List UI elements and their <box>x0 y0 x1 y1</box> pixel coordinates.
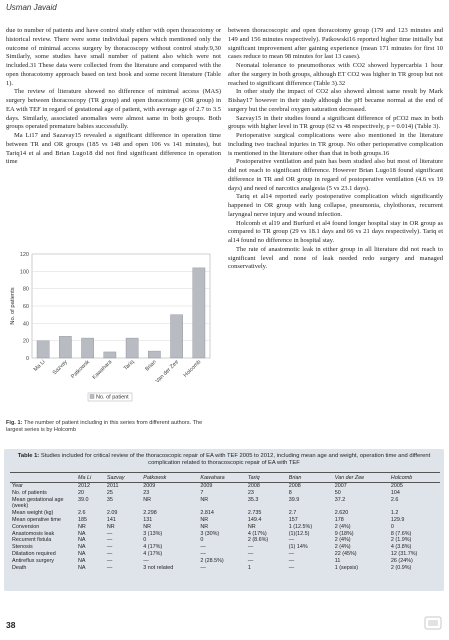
table-cell: 7 <box>200 489 204 496</box>
running-header-author: Usman Javaid <box>6 3 57 12</box>
table-cell: NR <box>200 523 209 530</box>
table-cell: 39.0 <box>78 496 89 503</box>
table-cell: — <box>288 557 295 564</box>
table-row-label: Mean operative time <box>12 516 61 523</box>
table-cell: 2011 <box>106 483 119 489</box>
bar <box>82 338 94 358</box>
x-tick-label: Holcomb <box>182 359 203 379</box>
table-cell: — <box>247 557 254 564</box>
table-header-cell: Patkowsk <box>141 473 198 483</box>
table-header-cell: Sazvay <box>105 473 141 483</box>
table-cell: 3 (13%) <box>143 530 163 537</box>
table-cell: 2.814 <box>200 510 214 517</box>
bar <box>126 338 138 358</box>
table-row <box>10 565 440 572</box>
table-cell: 2007 <box>334 483 347 489</box>
x-tick-label: Patkowsk <box>70 359 92 381</box>
table-row-label: Stenosis <box>12 544 33 551</box>
table-cell: 2008 <box>288 483 301 489</box>
table-cell: 1 (sepsis) <box>334 564 359 571</box>
table-cell: 149.4 <box>247 516 262 523</box>
table-cell: 2012 <box>78 483 90 489</box>
table-cell: 1 <box>247 564 251 571</box>
table-cell: — <box>288 550 295 557</box>
table-cell: 2 (4%) <box>334 523 351 530</box>
table-cell: NR <box>78 523 86 530</box>
legend-swatch <box>90 395 94 399</box>
table-cell: — <box>106 557 113 564</box>
table-cell: 35.3 <box>247 496 259 503</box>
table-cell: 2.620 <box>334 510 349 517</box>
paragraph: Sazvay15 in their studies found a significant difference of pCO2 max in both groups with higher level in TR group (62 vs 48 respectively, p = 0.014) (Table 3). <box>228 114 443 131</box>
paragraph: between thoracoscopic and open thoracotomy group (179 and 123 minutes and 149 and 156 minutes respectively). Patkowski16 reported higher time initially but significant improvement after gaining experience (mean 171 minutes for first 10 cases reduce to mean 98 minutes for last 13 cases). <box>228 27 443 61</box>
table-body <box>10 483 440 572</box>
table-cell: 2.735 <box>247 510 262 517</box>
bar <box>104 352 116 358</box>
table-cell: 0 <box>200 537 204 544</box>
table-header-cell: Kawahara <box>198 473 245 483</box>
table-row-label: Mean gestational age (week) <box>12 496 64 510</box>
table-cell: 4 (17%) <box>247 530 267 537</box>
table-row-label: Mean weight (kg) <box>12 510 54 517</box>
table-cell: NA <box>78 530 86 537</box>
table-row <box>10 531 440 538</box>
bar <box>171 315 183 358</box>
table-caption-number: Table 1: <box>17 453 40 459</box>
paragraph: Holcomb et al19 and Burfurd et al4 found longer hospital stay in OR group as compared to TR group (29 vs 18.1 days and 66 vs 21 days respectively). Tariq et al14 found no difference in hospital stay. <box>228 219 443 244</box>
figure-caption-text: The number of patient including in this series from different authors. The largest series is by Holcomb <box>6 420 203 433</box>
table-row <box>10 497 440 511</box>
table-cell: 12 (31.7%) <box>390 550 418 557</box>
table-1-panel <box>4 449 444 591</box>
bar-chart-svg <box>6 246 216 416</box>
table-cell: 39.9 <box>288 496 300 503</box>
table-cell: NR <box>106 523 115 530</box>
table-cell: 37.2 <box>334 496 346 503</box>
table-cell: — <box>200 550 206 557</box>
table-cell: 9 (18%) <box>334 530 354 537</box>
table-cell: 8 (7.6%) <box>390 530 412 537</box>
table-cell: — <box>106 550 113 557</box>
table-cell: NA <box>78 537 86 544</box>
table-cell: 2005 <box>390 483 403 489</box>
table-cell: 2.09 <box>106 510 118 517</box>
publisher-logo-icon <box>424 616 442 630</box>
table-cell: — <box>106 564 113 571</box>
table-header-cell: Holcomb <box>389 473 440 483</box>
table-cell: NA <box>78 544 86 551</box>
left-text-column <box>6 27 221 167</box>
table-cell: 2 (8.6%) <box>247 537 269 544</box>
table-cell: 25 <box>106 489 113 496</box>
table-row <box>10 483 440 490</box>
table-cell: — <box>288 564 295 571</box>
table-cell: 2 (1.9%) <box>390 537 412 544</box>
table-cell: NR <box>200 496 209 503</box>
table-cell: 2.6 <box>78 510 86 517</box>
x-tick-label: Tariq <box>122 359 136 372</box>
table-cell: 1.2 <box>390 510 399 517</box>
bar <box>148 351 160 358</box>
table-cell: (1) 14% <box>288 544 308 551</box>
table-cell: — <box>288 537 295 544</box>
table-row-label: Recurrent fistula <box>12 537 52 544</box>
table-cell: 11 <box>334 557 341 564</box>
bar <box>193 268 205 358</box>
legend-label: No. of patient <box>96 394 129 401</box>
figure-1-bar-chart <box>6 246 216 401</box>
x-tick-label: Ma Li <box>32 359 47 373</box>
paragraph: due to number of patients and have control study either with open thoracotomy or historical review. There were some individual papers which mentioned only the outcome of minimal access surgery by thoracoscopy without control study.9,30 Similarly, some studies have small number of patient also which were not included.31 These data were collected from the literature and compared with the open thoracotomy approach based on text book and some recent literature (Table 1). <box>6 27 221 87</box>
y-tick-label: 100 <box>19 269 29 276</box>
table-cell: — <box>143 557 149 564</box>
table-cell: (1)(12.5) <box>288 530 310 537</box>
table-row-label: Anastomosis leak <box>12 530 55 537</box>
x-tick-label: Sazvay <box>51 359 69 377</box>
table-cell: 20 <box>78 489 84 496</box>
table-cell: 3 (30%) <box>200 530 220 537</box>
x-tick-label: Brian <box>144 359 158 373</box>
table-cell: 4 (17%) <box>143 544 163 551</box>
table-row-label: Dilatation required <box>12 550 56 557</box>
table-cell: NR <box>200 516 209 523</box>
table-row <box>10 517 440 524</box>
table-cell: NA <box>78 557 86 564</box>
page-number: 38 <box>6 620 16 630</box>
table-row <box>10 551 440 558</box>
table-cell: — <box>200 564 206 571</box>
y-tick-label: 0 <box>25 356 29 362</box>
right-text-column <box>228 27 443 272</box>
table-cell: NA <box>78 550 86 557</box>
table-cell: — <box>247 544 254 551</box>
table-cell: 2 (4%) <box>334 544 351 551</box>
table-cell: NR <box>143 496 152 503</box>
table-cell: 0 <box>143 537 147 544</box>
table-cell: 50 <box>334 489 341 496</box>
paragraph: Neonatal tolerance to pneumothorax with CO2 showed hypercarbia 1 hour after the surgery in both groups, although ET CO2 was higher in TR group but not reached to significant difference (Table 3).32 <box>228 62 443 87</box>
table-row-label: No. of patients <box>12 489 47 496</box>
table-header-cell: Tariq <box>246 473 287 483</box>
table-cell: — <box>247 550 254 557</box>
y-tick-label: 20 <box>22 338 29 345</box>
table-cell: NA <box>78 564 86 571</box>
y-tick-label: 80 <box>22 286 29 293</box>
table-cell: 4 (3.8%) <box>390 544 412 551</box>
table-caption-text: Studies included for critical review of the thoracoscopic repair of EA with TEF 2005 to 2012, including mean age and weight, operation time and different complication related to thoracoscopic repair of EA with TEF <box>40 453 431 466</box>
table-cell: 129.9 <box>390 516 405 523</box>
table-cell: 0 <box>390 523 394 530</box>
y-tick-label: 120 <box>19 252 29 258</box>
paragraph: Tariq et al14 reported early postoperative complication which significantly happened in OR group with lung collapse, pneumonia, chylothorax, recurrent laryngeal nerve injury and wound infection. <box>228 193 443 218</box>
table-row <box>10 490 440 497</box>
y-tick-label: 60 <box>22 304 29 310</box>
table-cell: 26 (24%) <box>390 557 413 564</box>
y-axis-label: No. of patients <box>10 287 16 325</box>
table-cell: 141 <box>106 516 116 523</box>
table-cell: 3 not related <box>143 564 174 571</box>
table-cell: 35 <box>106 496 113 503</box>
table-cell: 185 <box>78 516 87 523</box>
table-cell: 1 (12.5%) <box>288 523 313 530</box>
paragraph: Postoperative ventilation and pain has been studied also but most of literature did not reach to significant difference. However Brian Lugo18 found significant difference in TR and OR group in regard of postoperative ventilation (4.6 vs 19 days) and need of narcotics analgesia (5 vs 23.1 days). <box>228 158 443 192</box>
y-tick-label: 40 <box>22 321 29 328</box>
paragraph: In other study the impact of CO2 also showed almost same result by Mark Bishay17 however in their study although the pH became normal at the end of surgery but the cerebral oxygen saturation decreased. <box>228 88 443 113</box>
table-caption <box>10 453 438 467</box>
table-row-label: Year <box>12 483 23 489</box>
table-cell: 23 <box>143 489 150 496</box>
table-cell: 2.298 <box>143 510 157 517</box>
figure-caption-number: Fig. 1: <box>6 420 23 426</box>
table-header-row <box>10 473 440 483</box>
table-cell: — <box>200 544 206 551</box>
table-row-label: Conversion <box>12 523 40 530</box>
table-header-cell: Van der Zee <box>333 473 389 483</box>
table-cell: 157 <box>288 516 298 523</box>
table-cell: 2 (28.5%) <box>200 557 224 564</box>
x-tick-label: Kawahara <box>91 359 114 381</box>
table-row-label: Death <box>12 564 27 571</box>
table-cell: 8 <box>288 489 292 496</box>
paragraph: The review of literature showed no difference of minimal access (MAS) surgery between thoracoscopy (TR group) and open thoracotomy (OR group) in EA with TEF in regard of gestational age of patient, with average age of 2.7 to 3.5 days. Similarly, associated anomalies were almost same in both groups. Both groups operated premature babies successfully. <box>6 88 221 131</box>
table-cell: 178 <box>334 516 344 523</box>
table-cell: — <box>106 537 113 544</box>
table-cell: 2 (0.9%) <box>390 564 412 571</box>
comparison-table <box>10 472 440 571</box>
table-cell: — <box>106 530 113 537</box>
table-row <box>10 558 440 565</box>
bar <box>37 341 49 358</box>
table-cell: 23 <box>247 489 254 496</box>
table-row <box>10 544 440 551</box>
table-cell: NR <box>143 523 152 530</box>
table-cell: 2.6 <box>390 496 399 503</box>
figure-caption <box>6 420 216 434</box>
paragraph: Ma Li17 and Sazavay15 revealed a significant difference in operation time between TR and OR groups (185 vs 148 and open 106 vs 141 minutes), but Tariq14 et al and Brian Lugo18 did not find significant difference in operation time <box>6 132 221 166</box>
table-cell: 131 <box>143 516 153 523</box>
table-header-cell <box>10 473 76 483</box>
table-row-label: Antireflux surgery <box>12 557 54 564</box>
table-cell: 2.7 <box>288 510 297 517</box>
table-cell: 2008 <box>247 483 260 489</box>
table-cell: 2 (4%) <box>334 537 351 544</box>
table-row <box>10 510 440 517</box>
table-cell: 22 (45%) <box>334 550 357 557</box>
paragraph: Perioperative surgical complications were also mentioned in the literature including two tracheal injuries in TR group. No other perioperative complication is mentioned in the literature other than that in both groups.16 <box>228 132 443 157</box>
table-header-cell: Ma Li <box>76 473 105 483</box>
table-cell: — <box>106 544 113 551</box>
table-row <box>10 537 440 544</box>
x-tick-label: Van der Zee <box>154 359 181 385</box>
bar <box>59 336 71 358</box>
table-cell: 2009 <box>200 483 213 489</box>
table-cell: NR <box>247 523 256 530</box>
table-header-cell: Brian <box>287 473 333 483</box>
table-cell: 104 <box>390 489 400 496</box>
table-cell: 2009 <box>143 483 156 489</box>
table-cell: 4 (17%) <box>143 550 163 557</box>
table-row <box>10 524 440 531</box>
paragraph: The rate of anastomotic leak in either group in all literature did not reach to significant level and none of leak needed redo surgery and managed conservatively. <box>228 245 443 271</box>
